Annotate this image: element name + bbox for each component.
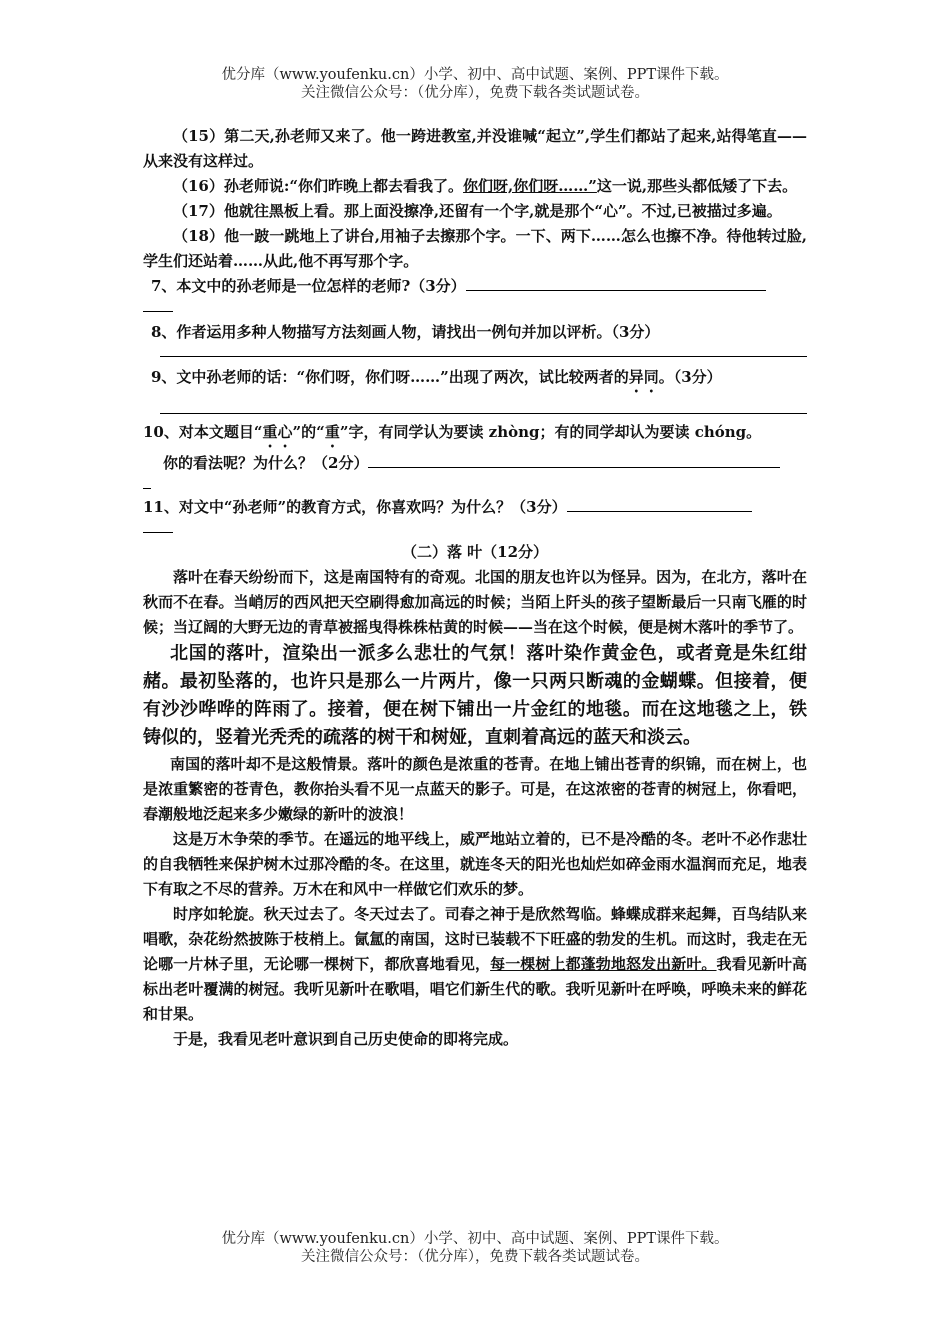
question-11 [143, 495, 807, 520]
header-line-2: 关注微信公众号：（优分库），免费下载各类试题试卷。 [301, 85, 649, 101]
document-body [143, 124, 807, 1052]
leaves-paragraph-2: 北国的落叶，渲染出一派多么悲壮的气氛！落叶染作黄金色，或者竟是朱红绀赭。最初坠落的，也许只是那么一片两片，像一只两只断魂的金蝴蝶。但接着，便有沙沙哗哗的阵雨了。接着，便在树下铺出一片金红的地毯。而在这地毯之上，铁铸似的，竖着光秃秃的疏落的树干和树娅，直刺着高远的蓝天和淡云。 [143, 643, 807, 748]
q9-answer-line[interactable] [160, 412, 807, 414]
footer-line-1: 优分库（www.youfenku.cn）小学、初中、高中试题、案例、PPT课件下载。 [221, 1231, 729, 1247]
q10-text-c: ”字，有同学认为要读 zhòng；有的同学却认为要读 chóng。 [339, 423, 762, 441]
paragraph-18: （18）他一跛一跳地上了讲台,用袖子去擦那个字。一下、两下……怎么也擦不净。待他转过脸,学生们还站着……从此,他不再写那个字。 [143, 227, 807, 270]
q9-dotted-char-2: 同 [643, 368, 659, 386]
q11-answer-line-cont[interactable] [143, 520, 173, 533]
question-8: 8、作者运用多种人物描写方法刻画人物，请找出一例句并加以评析。（3分） [151, 323, 660, 341]
q9-text-b: 。（3分） [658, 368, 722, 386]
section-2-title: （二）落 叶（12分） [401, 543, 549, 561]
q10-dotted-char-1: 重 [262, 423, 278, 441]
q8-answer-line[interactable] [160, 355, 807, 357]
q7-answer-line[interactable] [466, 274, 766, 291]
leaves-paragraph-6: 于是，我看见老叶意识到自己历史使命的即将完成。 [173, 1030, 519, 1048]
q10-text-b: ”的“ [292, 423, 325, 441]
p16-text-b: 这一说,那些头都低矮了下去。 [596, 177, 798, 195]
q11-answer-line[interactable] [567, 495, 752, 512]
leaves-paragraph-5 [143, 902, 807, 1027]
q10-dotted-char-2: 心 [277, 423, 293, 441]
p16-text-a: （16）孙老师说:“你们昨晚上都去看我了。 [173, 177, 464, 195]
question-9 [143, 365, 807, 396]
q10-answer-line[interactable] [368, 451, 780, 468]
question-7 [143, 274, 807, 299]
q7-answer-line-cont[interactable] [143, 299, 173, 312]
q11-text: 11、对文中“孙老师”的教育方式，你喜欢吗？为什么？（3分） [143, 498, 567, 516]
p5-text-a: 时序如轮旋。秋天过去了。冬天过去了。司春之神于是欣然驾临。蜂蝶成群来起舞，百鸟结队来唱歌，杂花纷然披陈于枝梢上。氤氲的南国，这时已装载不下旺盛的勃发的生机。而这时，我走在无论哪一片林子里，无论哪一棵树下，都欣喜地看见， [143, 905, 807, 973]
p16-underlined: 你们呀,你们呀……” [463, 177, 597, 195]
p5-underlined-sentence: 每一棵树上都蓬勃地怒发出新叶。 [490, 955, 717, 973]
q7-text: 7、本文中的孙老师是一位怎样的老师?（3分） [151, 277, 466, 295]
question-10 [143, 420, 807, 451]
header-line-1: 优分库（www.youfenku.cn）小学、初中、高中试题、案例、PPT课件下载。 [221, 67, 729, 83]
q10-text-a: 10、对本文题目“ [143, 423, 263, 441]
paragraph-17: （17）他就往黑板上看。那上面没擦净,还留有一个字,就是那个“心”。不过,已被描过多遍。 [173, 202, 782, 220]
leaves-paragraph-3: 南国的落叶却不是这般情景。落叶的颜色是浓重的苍青。在地上铺出苍青的织锦，而在树上，也是浓重繁密的苍青色，教你抬头看不见一点蓝天的影子。可是，在这浓密的苍青的树冠上，你看吧，春潮般地泛起来多少嫩绿的新叶的波浪！ [143, 755, 807, 823]
leaves-paragraph-1: 落叶在春天纷纷而下，这是南国特有的奇观。北国的朋友也许以为怪异。因为，在北方，落叶在秋而不在春。当峭厉的西风把天空刷得愈加高远的时候；当陌上阡头的孩子望断最后一只南飞雁的时候；当辽阔的大野无边的青草被摇曳得株株枯黄的时候——当在这个时候，便是树木落叶的季节了。 [143, 568, 807, 636]
leaves-paragraph-4: 这是万木争荣的季节。在遥远的地平线上，威严地站立着的，已不是冷酷的冬。老叶不必作悲壮的自我牺牲来保护树木过那冷酷的冬。在这里，就连冬天的阳光也灿烂如碎金雨水温润而充足，地表下有取之不尽的营养。万木在和风中一样做它们欢乐的梦。 [143, 830, 807, 898]
paragraph-15: （15）第二天,孙老师又来了。他一跨进教室,并没谁喊“起立”,学生们都站了起来,站得笔直——从来没有这样过。 [143, 127, 807, 170]
q10-dotted-char-3: 重 [324, 423, 340, 441]
page-header [0, 66, 950, 102]
paragraph-16 [143, 174, 807, 199]
page-footer [0, 1230, 950, 1266]
q9-text-a: 9、文中孙老师的话：“你们呀，你们呀……”出现了两次，试比较两者的 [151, 368, 629, 386]
q9-dotted-char-1: 异 [628, 368, 644, 386]
q10-answer-line-cont[interactable] [143, 476, 151, 489]
footer-line-2: 关注微信公众号：（优分库），免费下载各类试题试卷。 [301, 1249, 649, 1265]
question-10-line-2 [143, 451, 807, 476]
p5-text-b: 我看见新叶高标出老叶覆满的树冠。我听见新叶在歌唱，唱它们新生代的歌。我听见新叶在呼唤，呼唤未来的鲜花和甘果。 [143, 955, 807, 1023]
q10-line2-text: 你的看法呢？为什么？（2分） [163, 454, 369, 472]
